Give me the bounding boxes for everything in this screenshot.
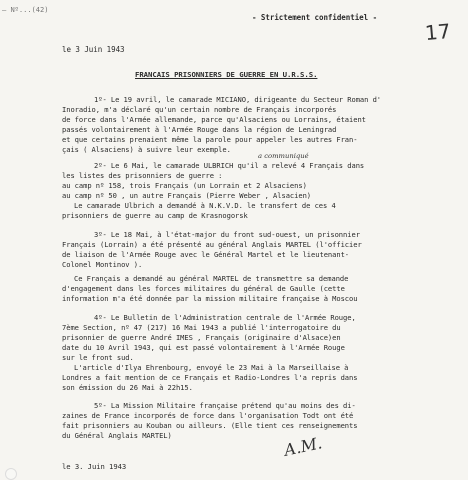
paragraph-4-line-7: Londres a fait mention de ce Français et Radio-Londres l'a repris dans (62, 373, 358, 382)
punch-hole (5, 468, 17, 480)
document-title: FRANCAIS PRISONNIERS DE GUERRE EN U.R.S.S. (135, 70, 318, 79)
paragraph-4-line-5: sur le front sud. (62, 353, 134, 362)
handwritten-insertion: a communiqué (258, 152, 309, 160)
paragraph-2-line-3: au camp nº 158, trois Français (un Lorrain et 2 Alsaciens) (62, 181, 307, 190)
paragraph-1-line-5: et que certains prenaient même la parole pour appeler les autres Fran- (62, 135, 358, 144)
letter-date: le 3 Juin 1943 (62, 45, 125, 54)
footer-date: le 3. Juin 1943 (62, 462, 127, 471)
handwritten-page-number: 17 (424, 18, 452, 46)
paragraph-2-line-4: au camp nº 50 , un autre Français (Pierre Weber , Alsacien) (62, 191, 312, 200)
paragraph-3-line-1: 3º- Le 18 Mai, à l'état-major du front sud-ouest, un prisonnier (94, 230, 360, 239)
paragraph-2-line-6: prisonniers de guerre au camp de Krasnogorsk (62, 211, 248, 220)
paragraph-1-line-6: çais ( Alsaciens) à suivre leur exemple. (62, 145, 231, 154)
paragraph-1-line-3: de force dans l'Armée allemande, parce qu'Alsaciens ou Lorrains, étaient (62, 115, 366, 124)
paragraph-3-line-6: d'engagement dans les forces militaires du général de Gaulle (cette (62, 284, 345, 293)
paragraph-5-line-1: 5º- La Mission Militaire française prétend qu'au moins des di- (94, 401, 356, 410)
handwritten-signature: A.M. (282, 433, 324, 460)
confidential-header: - Strictement confidentiel - (252, 13, 378, 22)
paragraph-3-line-3: de liaison de l'Armée Rouge avec le Général Martel et le lieutenant- (62, 250, 350, 259)
paragraph-2-line-5: Le camarade Ulbrich a demandé à N.K.V.D. le transfert de ces 4 (74, 201, 336, 210)
paragraph-5-line-2: zaines de France incorporés de force dans l'organisation Todt ont été (62, 411, 354, 420)
paragraph-4-line-3: prisonnier de guerre André IMES , Français (originaire d'Alsace)en (62, 333, 341, 342)
paragraph-1-line-2: Inoradio, m'a déclaré qu'un certain nombre de Français incorporés (62, 105, 337, 114)
paragraph-4-line-8: son émission du 26 Mai à 22h15. (62, 383, 193, 392)
paragraph-1-line-4: passés volontairement à l'Armée Rouge dans la région de Leningrad (62, 125, 337, 134)
paragraph-2-line-1: 2º- Le 6 Mai, le camarade ULBRICH qu'il a relevé 4 Français dans (94, 161, 365, 170)
paragraph-5-line-3: fait prisonniers au Kouban ou ailleurs. (Elle tient ces renseignements (62, 421, 358, 430)
paragraph-3-line-2: Français (Lorrain) a été présenté au général Anglais MARTEL (l'officier (62, 240, 362, 249)
header-left-fragment: — Nº...(42) (2, 5, 49, 14)
paragraph-5-line-4: du Général Anglais MARTEL) (62, 431, 172, 440)
paragraph-3-line-7: information m'a été donnée par la mission militaire française à Moscou (62, 294, 358, 303)
paragraph-3-line-4: Colonel Montinov ). (62, 260, 143, 269)
paragraph-2-line-2: les listes des prisonniers de guerre : (62, 171, 223, 180)
paragraph-3-line-5: Ce Français a demandé au général MARTEL de transmettre sa demande (74, 274, 349, 283)
paragraph-4-line-4: date du 10 Avril 1943, qui est passé volontairement à l'Armée Rouge (62, 343, 345, 352)
paragraph-4-line-6: L'article d'Ilya Ehrenbourg, envoyé le 23 Mai à la Marseillaise à (74, 363, 349, 372)
paragraph-4-line-1: 4º- Le Bulletin de l'Administration centrale de l'Armée Rouge, (94, 313, 356, 322)
paragraph-1-line-1: 1º- Le 19 avril, le camarade MICIANO, dirigeante du Secteur Roman d' (94, 95, 382, 104)
paragraph-4-line-2: 7ème Section, nº 47 (217) 16 Mai 1943 a publié l'interrogatoire du (62, 323, 341, 332)
